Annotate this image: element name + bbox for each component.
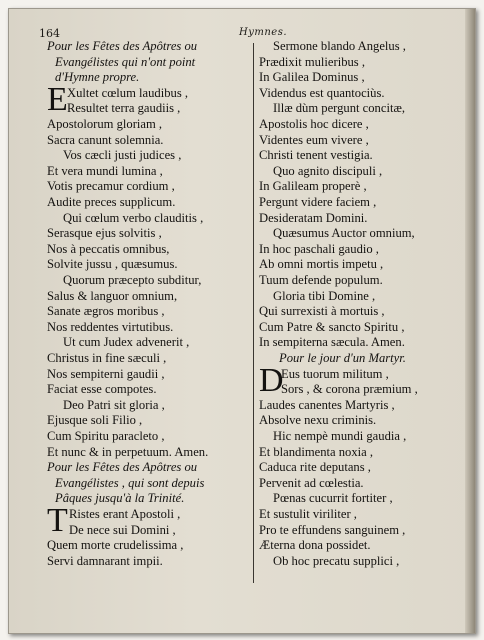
drop-cap: D	[259, 361, 284, 399]
running-title: Hymnes.	[239, 27, 288, 38]
text-line: Vos cæcli justi judices ,	[63, 148, 182, 163]
text-line: Qui surrexisti à mortuis ,	[259, 304, 385, 319]
text-line: Pour les Fêtes des Apôtres ou	[47, 460, 198, 475]
text-line: Sermone blando Angelus ,	[273, 39, 406, 53]
text-line: Cum Spiritu paracleto ,	[47, 429, 165, 443]
text-line: Nos à peccatis omnibus,	[47, 241, 170, 256]
text-line: Tuum defende populum.	[259, 273, 383, 287]
text-line: Laudes canentes Martyris ,	[259, 397, 395, 412]
text-line: Pour les Fêtes des Apôtres ou	[47, 39, 198, 53]
page-number: 164	[39, 27, 60, 40]
text-line: Sors , & corona præmium ,	[281, 382, 418, 397]
text-line: Hic nempè mundi gaudia ,	[273, 429, 407, 443]
text-line: Evangélistes , qui sont depuis	[55, 475, 205, 490]
book-page	[8, 8, 476, 634]
text-line: Et blandimenta noxia ,	[259, 444, 374, 459]
text-line: Quæsumus Auctor omnium,	[273, 226, 415, 241]
column-divider	[253, 43, 254, 583]
text-line: Qui cœlum verbo clauditis ,	[63, 210, 204, 225]
text-line: Deo Patri sit gloria ,	[63, 397, 165, 412]
text-line: Ristes erant Apostoli ,	[69, 507, 181, 521]
text-line: In Galilea Dominus ,	[259, 70, 365, 85]
text-line: Ob hoc precatu supplici ,	[273, 553, 400, 568]
text-line: Christi tenent vestigia.	[259, 148, 373, 163]
text-line: Absolve nexu criminis.	[259, 413, 377, 428]
text-line: Salus & languor omnium,	[47, 288, 178, 303]
text-line: Æterna dona possidet.	[259, 538, 371, 553]
text-line: Nos reddentes virtutibus.	[47, 319, 174, 334]
text-line: Et nunc & in perpetuum. Amen.	[47, 444, 209, 459]
text-line: Ejusque soli Filio ,	[47, 413, 143, 428]
text-line: Illæ dùm pergunt concitæ,	[273, 101, 405, 116]
text-line: Quorum præcepto subditur,	[63, 273, 202, 287]
drop-cap: E	[47, 80, 68, 118]
drop-cap: T	[47, 502, 68, 539]
text-line: Evangélistes qui n'ont point	[55, 54, 196, 69]
text-line: Et vera mundi lumina ,	[47, 163, 163, 178]
text-line: Ab omni mortis impetu ,	[259, 257, 384, 272]
text-line: De nece sui Domini ,	[69, 522, 176, 537]
text-line: Resultet terra gaudiis ,	[67, 101, 181, 116]
text-line: Caduca rite deputans ,	[259, 460, 371, 475]
text-line: Quo agnito discipuli ,	[273, 163, 383, 178]
text-line: Desideratam Domini.	[259, 210, 368, 225]
text-line: Pâques jusqu'à la Trinité.	[55, 491, 185, 506]
text-line: Gloria tibi Domine ,	[273, 288, 376, 303]
page-edge	[465, 9, 475, 633]
text-line: Faciat esse compotes.	[47, 382, 157, 397]
text-line: Sacra canunt solemnia.	[47, 132, 164, 147]
text-line: Apostolis hoc dicere ,	[259, 117, 369, 131]
text-line: Eus tuorum militum ,	[281, 366, 389, 381]
text-line: Pour le jour d'un Martyr.	[279, 351, 406, 365]
text-line: Pervenit ad cœlestia.	[259, 475, 364, 490]
page-header	[9, 9, 475, 39]
text-line: Christus in fine sæculi ,	[47, 351, 167, 365]
text-line: Pœnas cucurrit fortiter ,	[273, 491, 393, 506]
text-line: In hoc paschali gaudio ,	[259, 241, 379, 256]
text-line: Xultet cœlum laudibus ,	[67, 85, 189, 100]
text-line: Ut cum Judex advenerit ,	[63, 335, 190, 350]
text-line: Videndus est quantociùs.	[259, 85, 385, 100]
text-line: d'Hymne propre.	[55, 70, 140, 85]
text-line: Votis precamur cordium ,	[47, 179, 175, 194]
text-line: Nos sempiterni gaudii ,	[47, 366, 165, 381]
text-line: Servi damnarant impii.	[47, 553, 163, 568]
text-line: Pergunt videre faciem ,	[259, 195, 377, 209]
text-line: Cum Patre & sancto Spiritu ,	[259, 319, 405, 334]
text-line: Quem morte crudelissima ,	[47, 538, 184, 553]
text-line: Serasque ejus solvitis ,	[47, 226, 162, 241]
text-line: Videntes eum vivere ,	[259, 132, 369, 147]
text-line: Et sustulit viriliter ,	[259, 507, 357, 521]
text-line: Pro te effundens sanguinem ,	[259, 522, 406, 537]
text-line: Audite preces supplicum.	[47, 195, 176, 209]
text-line: In sempiterna sæcula. Amen.	[259, 335, 405, 350]
text-line: Sanate ægros moribus ,	[47, 304, 165, 319]
text-line: Apostolorum gloriam ,	[47, 117, 163, 131]
text-line: Solvite jussu , quæsumus.	[47, 257, 178, 272]
text-line: Prædixit mulieribus ,	[259, 54, 366, 69]
text-line: In Galileam properè ,	[259, 179, 367, 194]
